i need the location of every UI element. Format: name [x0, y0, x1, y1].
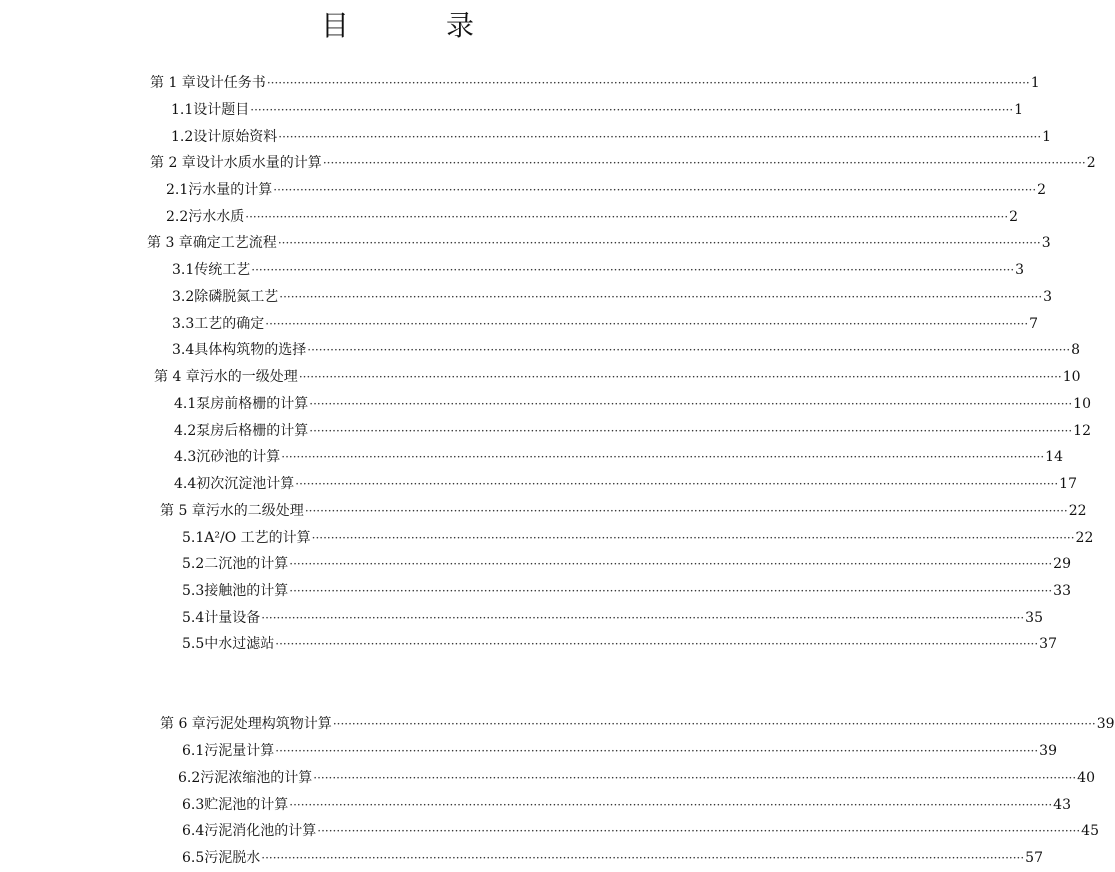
toc-entry-number: 5.2	[182, 556, 205, 572]
toc-entry[interactable]	[171, 127, 1052, 147]
toc-entry-page: 17	[1059, 476, 1077, 492]
toc-leader-dots: ········································································································································································································	[245, 210, 1009, 224]
toc-entry-number: 3.4	[172, 342, 195, 358]
toc-entry[interactable]	[182, 634, 1057, 654]
toc-entry-title: 初次沉淀池计算	[196, 476, 295, 492]
toc-entry-title: 中水过滤站	[204, 636, 275, 652]
toc-entry-title: 污水量的计算	[188, 182, 273, 198]
toc-entry-number: 第 4 章	[154, 369, 200, 385]
toc-leader-dots: ········································································································································································································	[275, 637, 1039, 651]
toc-leader-dots: ········································································································································································································	[277, 236, 1041, 250]
toc-entry-title: A²/O 工艺的计算	[204, 530, 311, 546]
toc-leader-dots: ········································································································································································································	[275, 744, 1039, 758]
toc-entry[interactable]	[178, 768, 1095, 788]
toc-entry-number: 6.4	[182, 823, 205, 839]
toc-entry-page: 22	[1068, 503, 1087, 519]
toc-leader-dots: ········································································································································································································	[317, 824, 1081, 838]
toc-entry-page: 39	[1039, 743, 1057, 759]
toc-entry-number: 第 5 章	[160, 503, 206, 519]
toc-entry-number: 6.5	[182, 850, 205, 866]
toc-entry-title: 污泥消化池的计算	[204, 823, 317, 839]
toc-entry[interactable]	[150, 73, 1040, 93]
toc-entry[interactable]	[172, 340, 1081, 360]
toc-entry-title: 污泥脱水	[204, 850, 261, 866]
toc-entry-number: 第 2 章	[150, 155, 196, 171]
toc-entry-page: 43	[1053, 797, 1071, 813]
toc-entry-number: 6.2	[178, 770, 201, 786]
toc-entry-number: 2.2	[166, 209, 189, 225]
toc-leader-dots: ········································································································································································································	[265, 317, 1029, 331]
toc-entry-title: 设计水质水量的计算	[195, 155, 322, 171]
toc-entry-page: 33	[1053, 583, 1071, 599]
toc-leader-dots: ········································································································································································································	[322, 156, 1086, 170]
toc-entry-title: 设计题目	[193, 102, 250, 118]
toc-heading: 目 录	[321, 9, 518, 42]
toc-entry-page: 1	[1042, 129, 1052, 145]
toc-entry-number: 1.2	[171, 129, 194, 145]
toc-entry-number: 6.1	[182, 743, 205, 759]
toc-entry-number: 4.4	[174, 476, 197, 492]
toc-leader-dots: ········································································································································································································	[289, 557, 1053, 571]
toc-leader-dots: ········································································································································································································	[313, 771, 1077, 785]
toc-entry[interactable]	[172, 287, 1053, 307]
toc-entry[interactable]	[154, 367, 1081, 387]
toc-leader-dots: ········································································································································································································	[309, 424, 1073, 438]
toc-entry-title: 传统工艺	[194, 262, 251, 278]
toc-entry-page: 10	[1062, 369, 1081, 385]
toc-entry[interactable]	[160, 714, 1115, 734]
toc-entry-title: 污泥浓缩池的计算	[200, 770, 313, 786]
toc-entry[interactable]	[182, 741, 1057, 761]
toc-entry-page: 40	[1077, 770, 1095, 786]
toc-entry[interactable]	[182, 608, 1043, 628]
toc-leader-dots: ········································································································································································································	[251, 263, 1015, 277]
toc-entry-title: 工艺的确定	[194, 316, 265, 332]
toc-entry[interactable]	[174, 474, 1077, 494]
toc-entry-page: 7	[1029, 316, 1039, 332]
toc-entry-page: 39	[1096, 716, 1115, 732]
toc-entry[interactable]	[174, 394, 1091, 414]
toc-entry-number: 第 3 章	[147, 235, 193, 251]
toc-entry[interactable]	[174, 421, 1091, 441]
toc-entry[interactable]	[166, 207, 1019, 227]
toc-entry[interactable]	[160, 501, 1087, 521]
toc-entry-title: 二沉池的计算	[204, 556, 289, 572]
toc-leader-dots: ········································································································································································································	[261, 851, 1025, 865]
toc-entry-number: 第 6 章	[160, 716, 206, 732]
toc-entry-title: 计量设备	[204, 610, 261, 626]
toc-entry-page: 37	[1039, 636, 1057, 652]
toc-entry-title: 设计原始资料	[193, 129, 278, 145]
toc-entry-page: 3	[1041, 235, 1051, 251]
toc-entry-page: 12	[1073, 423, 1091, 439]
toc-entry-title: 除磷脱氮工艺	[194, 289, 279, 305]
toc-entry[interactable]	[182, 795, 1071, 815]
toc-entry-title: 泵房后格栅的计算	[196, 423, 309, 439]
toc-entry[interactable]	[174, 447, 1063, 467]
toc-entry[interactable]	[172, 260, 1025, 280]
toc-leader-dots: ········································································································································································································	[304, 504, 1068, 518]
toc-entry-page: 57	[1025, 850, 1043, 866]
toc-entry-title: 污水的二级处理	[205, 503, 304, 519]
toc-entry-number: 2.1	[166, 182, 189, 198]
toc-entry-number: 5.5	[182, 636, 205, 652]
toc-entry-number: 第 1 章	[150, 75, 196, 91]
toc-entry[interactable]	[182, 554, 1071, 574]
toc-leader-dots: ········································································································································································································	[307, 343, 1071, 357]
toc-leader-dots: ········································································································································································································	[289, 798, 1053, 812]
toc-entry-number: 6.3	[182, 797, 205, 813]
toc-entry-title: 确定工艺流程	[192, 235, 277, 251]
toc-entry[interactable]	[147, 233, 1051, 253]
toc-entry-number: 4.1	[174, 396, 197, 412]
toc-entry-number: 3.2	[172, 289, 195, 305]
toc-entry[interactable]	[182, 528, 1094, 548]
toc-entry-title: 接触池的计算	[204, 583, 289, 599]
toc-entry-page: 3	[1043, 289, 1053, 305]
toc-entry-page: 45	[1081, 823, 1099, 839]
toc-entry-number: 1.1	[171, 102, 194, 118]
toc-entry[interactable]	[182, 581, 1071, 601]
toc-entry[interactable]	[182, 821, 1099, 841]
toc-entry-title: 污泥处理构筑物计算	[205, 716, 332, 732]
toc-entry-title: 具体构筑物的选择	[194, 342, 307, 358]
toc-entry-number: 5.1	[182, 530, 205, 546]
toc-entry-page: 2	[1009, 209, 1019, 225]
toc-entry-number: 5.3	[182, 583, 205, 599]
toc-entry-page: 35	[1025, 610, 1043, 626]
toc-leader-dots: ········································································································································································································	[250, 103, 1014, 117]
toc-leader-dots: ········································································································································································································	[261, 611, 1025, 625]
toc-leader-dots: ········································································································································································································	[295, 477, 1059, 491]
toc-entry[interactable]	[172, 314, 1039, 334]
toc-entry-title: 污水的一级处理	[199, 369, 298, 385]
toc-entry-title: 沉砂池的计算	[196, 449, 281, 465]
toc-entry-title: 污水水质	[188, 209, 245, 225]
toc-entry-title: 贮泥池的计算	[204, 797, 289, 813]
toc-entry[interactable]	[182, 848, 1043, 868]
toc-leader-dots: ········································································································································································································	[298, 370, 1062, 384]
toc-leader-dots: ········································································································································································································	[311, 531, 1075, 545]
toc-entry[interactable]	[150, 153, 1096, 173]
toc-leader-dots: ········································································································································································································	[309, 397, 1073, 411]
toc-entry-page: 22	[1075, 530, 1094, 546]
toc-leader-dots: ········································································································································································································	[278, 130, 1042, 144]
toc-leader-dots: ········································································································································································································	[273, 183, 1037, 197]
toc-entry-title: 污泥量计算	[204, 743, 275, 759]
toc-entry-number: 5.4	[182, 610, 205, 626]
toc-entry[interactable]	[171, 100, 1024, 120]
toc-entry-page: 2	[1086, 155, 1096, 171]
toc-entry[interactable]	[166, 180, 1047, 200]
toc-leader-dots: ········································································································································································································	[279, 290, 1043, 304]
toc-entry-number: 4.3	[174, 449, 197, 465]
toc-leader-dots: ········································································································································································································	[281, 450, 1045, 464]
toc-entry-page: 29	[1053, 556, 1071, 572]
toc-leader-dots: ········································································································································································································	[266, 76, 1030, 90]
toc-entry-title: 设计任务书	[195, 75, 266, 91]
toc-entry-number: 3.3	[172, 316, 195, 332]
toc-leader-dots: ········································································································································································································	[289, 584, 1053, 598]
toc-entry-page: 14	[1045, 449, 1063, 465]
toc-entry-page: 8	[1071, 342, 1081, 358]
toc-entry-page: 1	[1030, 75, 1040, 91]
toc-entry-number: 4.2	[174, 423, 197, 439]
toc-entry-page: 1	[1014, 102, 1024, 118]
toc-entry-page: 10	[1073, 396, 1091, 412]
toc-entry-page: 2	[1037, 182, 1047, 198]
toc-entry-page: 3	[1015, 262, 1025, 278]
toc-entry-number: 3.1	[172, 262, 195, 278]
toc-leader-dots: ········································································································································································································	[332, 717, 1096, 731]
toc-entry-title: 泵房前格栅的计算	[196, 396, 309, 412]
